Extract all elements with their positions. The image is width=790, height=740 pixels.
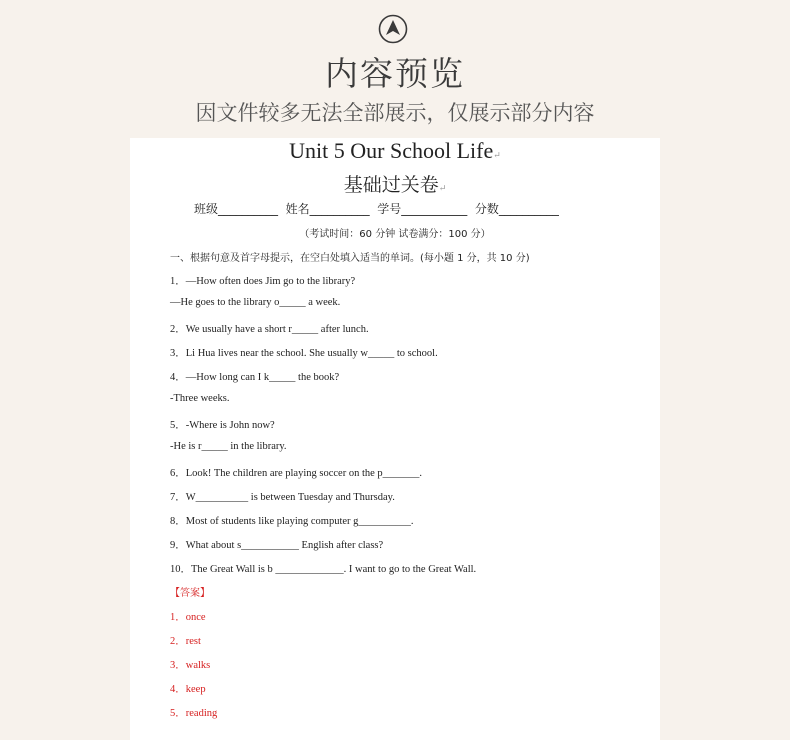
answer-line: 4．keep [170,684,206,695]
student-info-line: 班级__________ 姓名__________ 学号___________ 分数__________ [194,202,559,216]
question-line: 6．Look! The children are playing soccer on the p_______. [170,468,423,479]
exam-meta: （考试时间：60 分钟 试卷满分：100 分） [299,229,491,240]
answer-heading: 【答案】 [170,588,210,599]
answer-line: 3．walks [170,660,211,671]
question-line: 10．The Great Wall is b _____________. I want to go to the Great Wall. [170,564,477,575]
question-line: -He is r_____ in the library. [170,441,287,452]
page-title: 内容预览 [325,54,465,93]
question-line: 3．Li Hua lives near the school. She usually w_____ to school. [170,348,438,359]
up-arrow-circle-icon [378,14,408,44]
page-subtitle: 因文件较多无法全部展示，仅展示部分内容 [195,101,595,125]
question-line: 4．—How long can I k_____ the book? [170,372,340,383]
question-line: -Three weeks. [170,393,230,404]
answer-line: 2．rest [170,636,201,647]
section-title: 一、根据句意及首字母提示，在空白处填入适当的单词。(每小题 1 分，共 10 分) [170,253,530,264]
question-line: 5．-Where is John now? [170,420,275,431]
answer-line: 1．once [170,612,206,623]
question-line: 2．We usually have a short r_____ after lunch. [170,324,369,335]
preview-header [0,0,790,138]
question-line: 7．W__________ is between Tuesday and Thursday. [170,492,395,503]
question-line: 1．—How often does Jim go to the library? [170,276,356,287]
question-line: 8．Most of students like playing computer g__________. [170,516,414,527]
question-line: —He goes to the library o_____ a week. [170,297,341,308]
document-title: Unit 5 Our School Life↵ [289,138,501,163]
question-line: 9．What about s___________ English after class? [170,540,384,551]
document-preview [130,138,660,740]
document-subtitle: 基础过关卷↵ [343,175,447,196]
answer-line: 5．reading [170,708,218,719]
